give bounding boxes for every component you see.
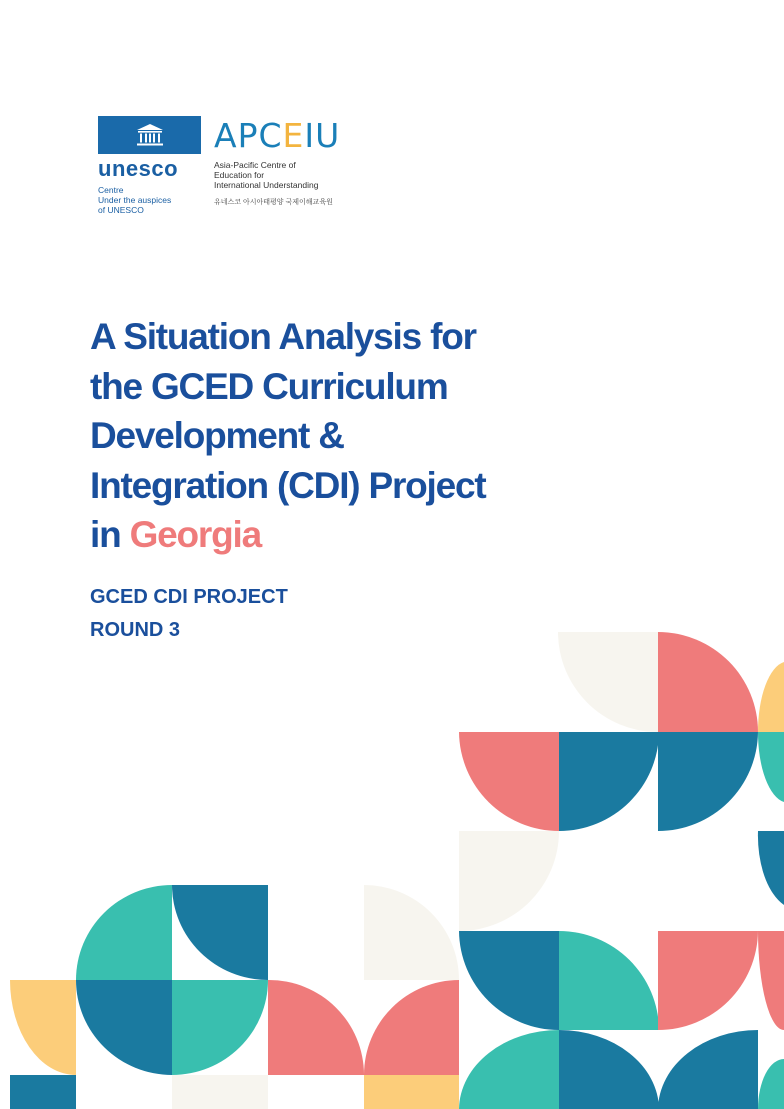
blue-quarter-shape — [76, 980, 172, 1075]
blue-quarter-shape — [10, 1075, 76, 1109]
blue-quarter-shape — [559, 732, 659, 831]
cream-quarter-shape — [364, 885, 459, 980]
coral-quarter-shape — [658, 632, 758, 732]
blue-quarter-shape — [172, 885, 268, 980]
teal-quarter-shape — [76, 885, 172, 980]
title-line: A Situation Analysis for — [90, 316, 476, 357]
apceiu-subtitle-line: International Understanding — [214, 180, 319, 190]
teal-quarter-shape — [559, 931, 659, 1030]
cream-quarter-shape — [558, 632, 658, 732]
title-country: Georgia — [129, 514, 261, 555]
apceiu-subtitle-line: Education for — [214, 170, 265, 180]
yellow-quarter-shape — [10, 980, 76, 1075]
title-line: Development & — [90, 415, 344, 456]
coral-quarter-shape — [459, 732, 559, 831]
unesco-subtitle-line: Under the auspices — [98, 195, 172, 205]
apceiu-wordmark-accent: E — [282, 116, 305, 155]
title-line: the GCED Curriculum — [90, 365, 448, 407]
cream-quarter-shape — [172, 1075, 268, 1109]
project-label: GCED CDI PROJECT — [90, 586, 288, 608]
yellow-quarter-shape — [758, 662, 784, 732]
coral-quarter-shape — [364, 980, 459, 1075]
blue-quarter-shape — [658, 1030, 758, 1109]
apceiu-korean-name: 유네스코 아시아태평양 국제이해교육원 — [214, 199, 333, 206]
teal-quarter-shape — [459, 1030, 559, 1109]
title-prefix: in — [90, 514, 130, 555]
apceiu-wordmark-part: APC — [214, 116, 283, 155]
round-label: ROUND 3 — [90, 619, 181, 641]
apceiu-subtitle-line: Asia-Pacific Centre of — [214, 160, 296, 170]
blue-quarter-shape — [658, 732, 758, 831]
coral-quarter-shape — [758, 931, 784, 1030]
blue-quarter-shape — [559, 1030, 659, 1109]
unesco-subtitle-line: Centre — [98, 185, 124, 195]
blue-quarter-shape — [459, 931, 559, 1030]
unesco-wordmark: unesco — [98, 156, 179, 181]
yellow-quarter-shape — [364, 1075, 459, 1109]
apceiu-wordmark-part: IU — [304, 116, 341, 155]
blue-quarter-shape — [758, 831, 784, 905]
title-line: Integration (CDI) Project — [90, 464, 486, 506]
cream-quarter-shape — [459, 831, 559, 931]
coral-quarter-shape — [268, 980, 364, 1075]
teal-quarter-shape — [758, 1059, 784, 1109]
coral-quarter-shape — [658, 931, 758, 1030]
teal-quarter-shape — [172, 980, 268, 1075]
unesco-subtitle-line: of UNESCO — [98, 205, 144, 215]
teal-quarter-shape — [758, 732, 784, 802]
